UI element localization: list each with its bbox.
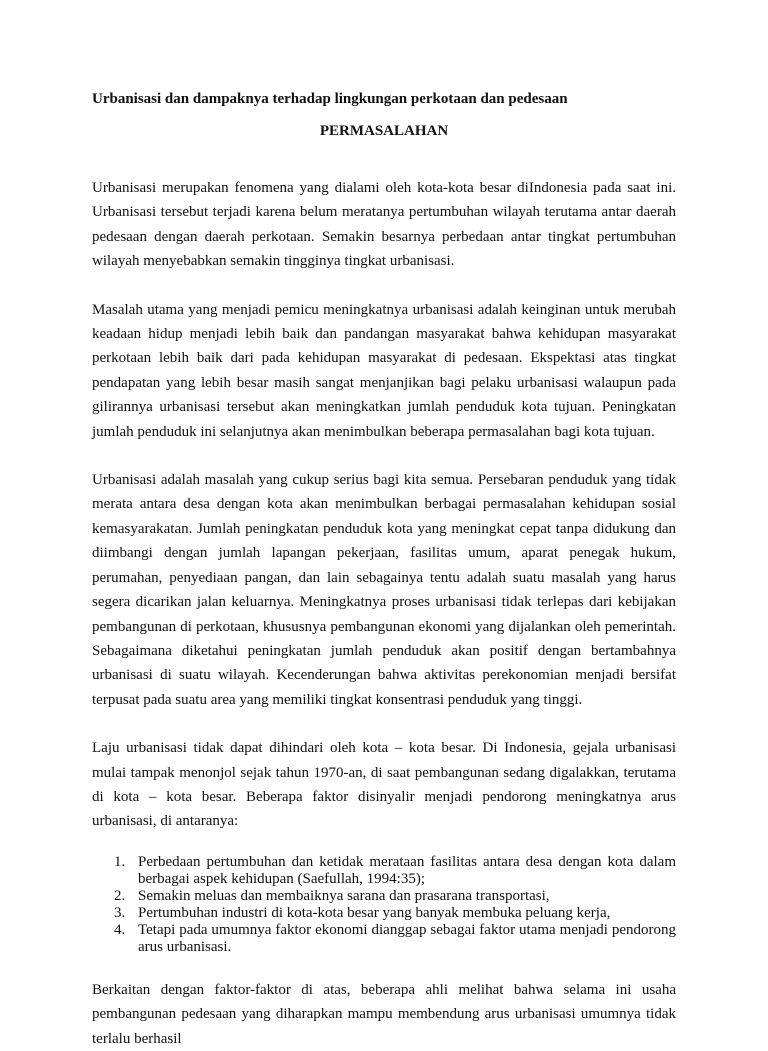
list-item <box>92 888 676 905</box>
list-item <box>92 854 676 888</box>
factor-list <box>92 854 676 956</box>
paragraph-4: Laju urbanisasi tidak dapat dihindari oleh kota – kota besar. Di Indonesia, gejala urbanisasi mulai tampak menonjol sejak tahun 1970-an, di saat pembangunan sedang digalakkan, terutama di kota – kota besar. Beberapa faktor disinyalir menjadi pendorong meningkatnya arus urbanisasi, di antaranya: <box>92 740 676 830</box>
list-item-number: 4. <box>114 921 126 938</box>
list-item-text: Semakin meluas dan membaiknya sarana dan prasarana transportasi, <box>138 887 550 904</box>
closing-paragraph: Berkaitan dengan faktor-faktor di atas, beberapa ahli melihat bahwa selama ini usaha pembangunan pedesaan yang diharapkan mampu membendung arus urbanisasi umumnya tidak terlalu berhasil <box>92 981 676 1047</box>
list-item-text: Tetapi pada umumnya faktor ekonomi dianggap sebagai faktor utama menjadi pendorong arus urbanisasi. <box>138 921 676 955</box>
paragraph-1: Urbanisasi merupakan fenomena yang dialami oleh kota-kota besar diIndonesia pada saat ini. Urbanisasi tersebut terjadi karena belum meratanya pertumbuhan wilayah terutama antar daerah pedesaan dengan daerah perkotaan. Semakin besarnya perbedaan antar tingkat pertumbuhan wilayah menyebabkan semakin tingginya tingkat urbanisasi. <box>92 180 676 270</box>
list-item-text: Pertumbuhan industri di kota-kota besar yang banyak membuka peluang kerja, <box>138 904 611 921</box>
section-heading: PERMASALAHAN <box>319 123 449 139</box>
list-item-text: Perbedaan pertumbuhan dan ketidak merataan fasilitas antara desa dengan kota dalam berbagai aspek kehidupan (Saefullah, 1994:35); <box>138 853 676 887</box>
list-item <box>92 905 676 922</box>
list-item-number: 2. <box>114 887 126 904</box>
paragraph-3: Urbanisasi adalah masalah yang cukup serius bagi kita semua. Persebaran penduduk yang tidak merata antara desa dengan kota akan menimbulkan berbagai permasalahan kehidupan sosial kemasyarakatan. Jumlah peningkatan penduduk kota yang meningkat cepat tanpa didukung dan diimbangi dengan jumlah lapangan pekerjaan, fasilitas umum, aparat penegak hukum, perumahan, penyediaan pangan, dan lain sebagainya tentu adalah suatu masalah yang harus segera dicarikan jalan keluarnya. Meningkatnya proses urbanisasi tidak terlepas dari kebijakan pembangunan di perkotaan, khususnya pembangunan ekonomi yang dijalankan oleh pemerintah. Sebagaimana diketahui peningkatan jumlah penduduk akan positif dengan bertambahnya urbanisasi di suatu wilayah. Kecenderungan bahwa aktivitas perekonomian menjadi bersifat terpusat pada suatu area yang memiliki tingkat konsentrasi penduduk yang tinggi. <box>92 472 676 708</box>
document-title: Urbanisasi dan dampaknya terhadap lingkungan perkotaan dan pedesaan <box>92 91 568 107</box>
document-page <box>92 88 676 1051</box>
list-item <box>92 922 676 956</box>
list-item-number: 3. <box>114 904 126 921</box>
paragraph-2: Masalah utama yang menjadi pemicu meningkatnya urbanisasi adalah keinginan untuk merubah keadaan hidup menjadi lebih baik dan pandangan masyarakat bahwa kehidupan masyarakat perkotaan lebih baik dari pada kehidupan masyarakat di pedesaan. Ekspektasi atas tingkat pendapatan yang lebih besar masih sangat menjanjikan bagi pelaku urbanisasi walaupun pada gilirannya urbanisasi tersebut akan meningkatkan jumlah penduduk kota tujuan. Peningkatan jumlah penduduk ini selanjutnya akan menimbulkan beberapa permasalahan bagi kota tujuan. <box>92 301 676 440</box>
list-item-number: 1. <box>114 853 126 870</box>
